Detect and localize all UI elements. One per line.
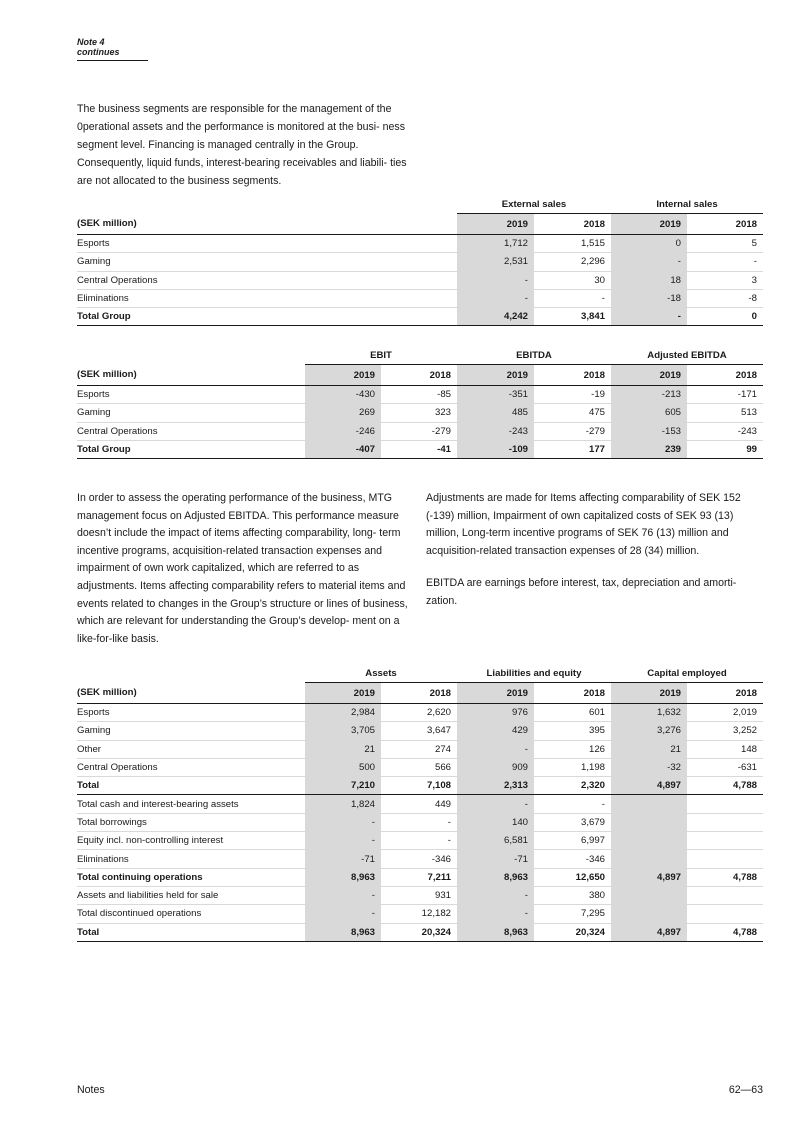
earnings-table	[77, 346, 763, 459]
table-cell: -	[305, 832, 381, 850]
table-row	[77, 886, 763, 904]
year-header: 2019	[457, 214, 534, 235]
page-number: 62—63	[728, 1084, 763, 1096]
adjusted-ebitda-paragraph: In order to assess the operating performance of the business, MTG management focus on Adjusted EBITDA. This performance measure doesn’t include the impact of items affecting comparability, long- term incentive programs, acquisition-related transaction expenses and impairment of own work capitalized, which are referred to as adjustments. Items affecting comparability refers to material items and events related to changes in the Group’s structure or lines of business, which are relevant for understanding the Group’s develop- ment on a like-for-like basis.	[77, 492, 408, 645]
table-cell: -	[457, 886, 534, 904]
table-cell: -109	[457, 440, 534, 458]
row-label: Other	[77, 740, 305, 758]
table-cell: 449	[381, 795, 457, 813]
table-cell: -	[457, 795, 534, 813]
table-cell: 20,324	[534, 923, 611, 941]
table-cell: -	[687, 253, 763, 271]
table-cell: -85	[381, 386, 457, 404]
table-cell: 99	[687, 440, 763, 458]
table-row	[77, 832, 763, 850]
table-cell: -243	[457, 422, 534, 440]
table-cell: 4,788	[687, 777, 763, 795]
group-header: External sales	[457, 195, 611, 214]
table-row	[77, 850, 763, 868]
table-cell	[687, 795, 763, 813]
table-cell: -	[305, 905, 381, 923]
table-cell: -631	[687, 758, 763, 776]
table-cell	[687, 886, 763, 904]
row-label: Total continuing operations	[77, 868, 305, 886]
table-cell: -	[611, 253, 687, 271]
table-cell: 7,210	[305, 777, 381, 795]
table-cell: -	[534, 289, 611, 307]
table-row	[77, 813, 763, 831]
group-header: Liabilities and equity	[457, 664, 611, 683]
table-cell: -32	[611, 758, 687, 776]
table-cell: -	[457, 740, 534, 758]
table-row	[77, 795, 763, 813]
table-cell	[687, 832, 763, 850]
table-cell: -18	[611, 289, 687, 307]
label-header: (SEK million)	[77, 214, 457, 235]
row-label: Equity incl. non-controlling interest	[77, 832, 305, 850]
table-cell: -279	[381, 422, 457, 440]
table-cell	[687, 850, 763, 868]
table-cell: 1,515	[534, 235, 611, 253]
table-cell: 0	[687, 308, 763, 326]
table-cell: 4,242	[457, 308, 534, 326]
group-header: EBITDA	[457, 346, 611, 365]
table-cell: 485	[457, 404, 534, 422]
table-row	[77, 235, 763, 253]
table-cell: 12,650	[534, 868, 611, 886]
row-label: Assets and liabilities held for sale	[77, 886, 305, 904]
table-cell: 429	[457, 722, 534, 740]
table-cell: 8,963	[305, 868, 381, 886]
table-cell: -243	[687, 422, 763, 440]
year-header: 2018	[687, 365, 763, 386]
table-cell: 126	[534, 740, 611, 758]
table-cell: 140	[457, 813, 534, 831]
note-continues-label: Note 4 continues	[77, 37, 148, 61]
table-cell	[611, 813, 687, 831]
table-cell: 7,108	[381, 777, 457, 795]
adjustments-paragraph: Adjustments are made for Items affecting comparability of SEK 152 (-139) million, Impairment of own capitalized costs of SEK 93 (13) million, Long-term incentive programs of SEK 76 (13) million and acquisition-related transaction expenses of 28 (34) million.	[426, 492, 741, 557]
total-row	[77, 440, 763, 458]
capital-employed-table	[77, 664, 763, 942]
year-header: 2019	[611, 214, 687, 235]
row-label: Eliminations	[77, 850, 305, 868]
year-header: 2018	[381, 683, 457, 704]
table-cell: -71	[305, 850, 381, 868]
year-header: 2019	[611, 365, 687, 386]
year-header: 2019	[457, 683, 534, 704]
table-cell: 3,841	[534, 308, 611, 326]
group-header: Internal sales	[611, 195, 763, 214]
row-label: Esports	[77, 704, 305, 722]
table-cell: 4,897	[611, 923, 687, 941]
table-cell	[611, 795, 687, 813]
table-row	[77, 253, 763, 271]
table-row	[77, 422, 763, 440]
table-cell: 8,963	[457, 923, 534, 941]
table-cell: 1,712	[457, 235, 534, 253]
table-cell: 380	[534, 886, 611, 904]
table-cell: 4,897	[611, 777, 687, 795]
table-cell: 3,679	[534, 813, 611, 831]
row-label: Total borrowings	[77, 813, 305, 831]
table-cell: -8	[687, 289, 763, 307]
year-header: 2018	[381, 365, 457, 386]
table-cell: 605	[611, 404, 687, 422]
year-header: 2018	[687, 683, 763, 704]
table-row	[77, 905, 763, 923]
table-cell: 0	[611, 235, 687, 253]
table-row	[77, 740, 763, 758]
sales-table	[77, 195, 763, 326]
table-cell: 3,647	[381, 722, 457, 740]
table-cell: 601	[534, 704, 611, 722]
table-cell: 269	[305, 404, 381, 422]
table-cell: 2,019	[687, 704, 763, 722]
table-cell: 976	[457, 704, 534, 722]
table-cell: 931	[381, 886, 457, 904]
label-header: (SEK million)	[77, 365, 305, 386]
table-cell: -	[457, 271, 534, 289]
table-cell: 2,313	[457, 777, 534, 795]
table-cell: -	[381, 832, 457, 850]
table-cell: 3,252	[687, 722, 763, 740]
row-label: Total Group	[77, 440, 305, 458]
table-cell: 18	[611, 271, 687, 289]
table-cell: 2,984	[305, 704, 381, 722]
table-cell: 323	[381, 404, 457, 422]
table-cell: 4,897	[611, 868, 687, 886]
year-header: 2019	[457, 365, 534, 386]
table-cell: 148	[687, 740, 763, 758]
table-cell	[611, 850, 687, 868]
table-row	[77, 758, 763, 776]
table-row	[77, 722, 763, 740]
table-cell: -351	[457, 386, 534, 404]
table-cell: 3	[687, 271, 763, 289]
table-cell: -	[611, 308, 687, 326]
total-row	[77, 923, 763, 941]
row-label: Gaming	[77, 722, 305, 740]
footer-section-label: Notes	[77, 1084, 105, 1096]
row-label: Total	[77, 777, 305, 795]
table-cell: 6,997	[534, 832, 611, 850]
table-cell: 239	[611, 440, 687, 458]
row-label: Gaming	[77, 404, 305, 422]
table-cell: 3,276	[611, 722, 687, 740]
table-cell: 7,295	[534, 905, 611, 923]
table-row	[77, 704, 763, 722]
table-cell: -41	[381, 440, 457, 458]
row-label: Esports	[77, 235, 457, 253]
table-cell: 30	[534, 271, 611, 289]
table-cell: -71	[457, 850, 534, 868]
table-cell: 566	[381, 758, 457, 776]
total-row	[77, 777, 763, 795]
table-cell: 513	[687, 404, 763, 422]
year-header: 2018	[534, 683, 611, 704]
table-cell: -213	[611, 386, 687, 404]
row-label: Total	[77, 923, 305, 941]
table-cell: 1,824	[305, 795, 381, 813]
table-cell: -153	[611, 422, 687, 440]
table-cell: 274	[381, 740, 457, 758]
year-header: 2018	[534, 214, 611, 235]
table-row	[77, 386, 763, 404]
table-cell: 4,788	[687, 868, 763, 886]
table-cell: -246	[305, 422, 381, 440]
table-cell	[687, 905, 763, 923]
table-cell: -	[381, 813, 457, 831]
table-cell: 395	[534, 722, 611, 740]
group-header: Adjusted EBITDA	[611, 346, 763, 365]
group-header: Assets	[305, 664, 457, 683]
row-label: Esports	[77, 386, 305, 404]
table-cell: -	[305, 886, 381, 904]
table-cell: 12,182	[381, 905, 457, 923]
row-label: Central Operations	[77, 422, 305, 440]
table-cell: 4,788	[687, 923, 763, 941]
table-cell: -	[305, 813, 381, 831]
table-row	[77, 404, 763, 422]
group-header: EBIT	[305, 346, 457, 365]
table-cell: -	[457, 289, 534, 307]
table-cell: -346	[381, 850, 457, 868]
table-cell	[611, 905, 687, 923]
row-label: Central Operations	[77, 271, 457, 289]
table-cell	[611, 886, 687, 904]
year-header: 2018	[534, 365, 611, 386]
year-header: 2019	[611, 683, 687, 704]
table-cell: 6,581	[457, 832, 534, 850]
table-cell: 1,198	[534, 758, 611, 776]
table-cell: 8,963	[457, 868, 534, 886]
table-cell: -	[457, 905, 534, 923]
table-cell: -346	[534, 850, 611, 868]
table-cell: -279	[534, 422, 611, 440]
year-header: 2019	[305, 683, 381, 704]
table-cell: 500	[305, 758, 381, 776]
row-label: Central Operations	[77, 758, 305, 776]
table-cell: 2,320	[534, 777, 611, 795]
table-cell: 3,705	[305, 722, 381, 740]
subtotal-row	[77, 868, 763, 886]
table-cell: 21	[611, 740, 687, 758]
label-header: (SEK million)	[77, 683, 305, 704]
intro-paragraph: The business segments are responsible for the management of the 0perational assets and the performance is monitored at the busi- ness segment level. Financing is managed centrally in the Group. Consequently, liquid funds, interest-bearing receivables and liabili- ties are not allocated to the business segments.	[77, 103, 407, 187]
table-cell: 7,211	[381, 868, 457, 886]
table-cell: 21	[305, 740, 381, 758]
group-header: Capital employed	[611, 664, 763, 683]
table-cell: -	[534, 795, 611, 813]
table-cell: 475	[534, 404, 611, 422]
year-header: 2019	[305, 365, 381, 386]
table-cell: 2,296	[534, 253, 611, 271]
table-cell	[687, 813, 763, 831]
table-cell: 8,963	[305, 923, 381, 941]
table-cell: 2,531	[457, 253, 534, 271]
row-label: Total cash and interest-bearing assets	[77, 795, 305, 813]
table-cell: 2,620	[381, 704, 457, 722]
table-cell: 909	[457, 758, 534, 776]
year-header: 2018	[687, 214, 763, 235]
table-cell: -407	[305, 440, 381, 458]
table-cell: 5	[687, 235, 763, 253]
table-cell	[611, 832, 687, 850]
table-cell: 20,324	[381, 923, 457, 941]
row-label: Eliminations	[77, 289, 457, 307]
row-label: Gaming	[77, 253, 457, 271]
table-cell: -171	[687, 386, 763, 404]
total-row	[77, 308, 763, 326]
row-label: Total discontinued operations	[77, 905, 305, 923]
table-row	[77, 289, 763, 307]
table-row	[77, 271, 763, 289]
table-cell: -19	[534, 386, 611, 404]
row-label: Total Group	[77, 308, 457, 326]
table-cell: 1,632	[611, 704, 687, 722]
table-cell: -430	[305, 386, 381, 404]
ebitda-definition-paragraph: EBITDA are earnings before interest, tax, depreciation and amorti- zation.	[426, 577, 737, 607]
table-cell: 177	[534, 440, 611, 458]
